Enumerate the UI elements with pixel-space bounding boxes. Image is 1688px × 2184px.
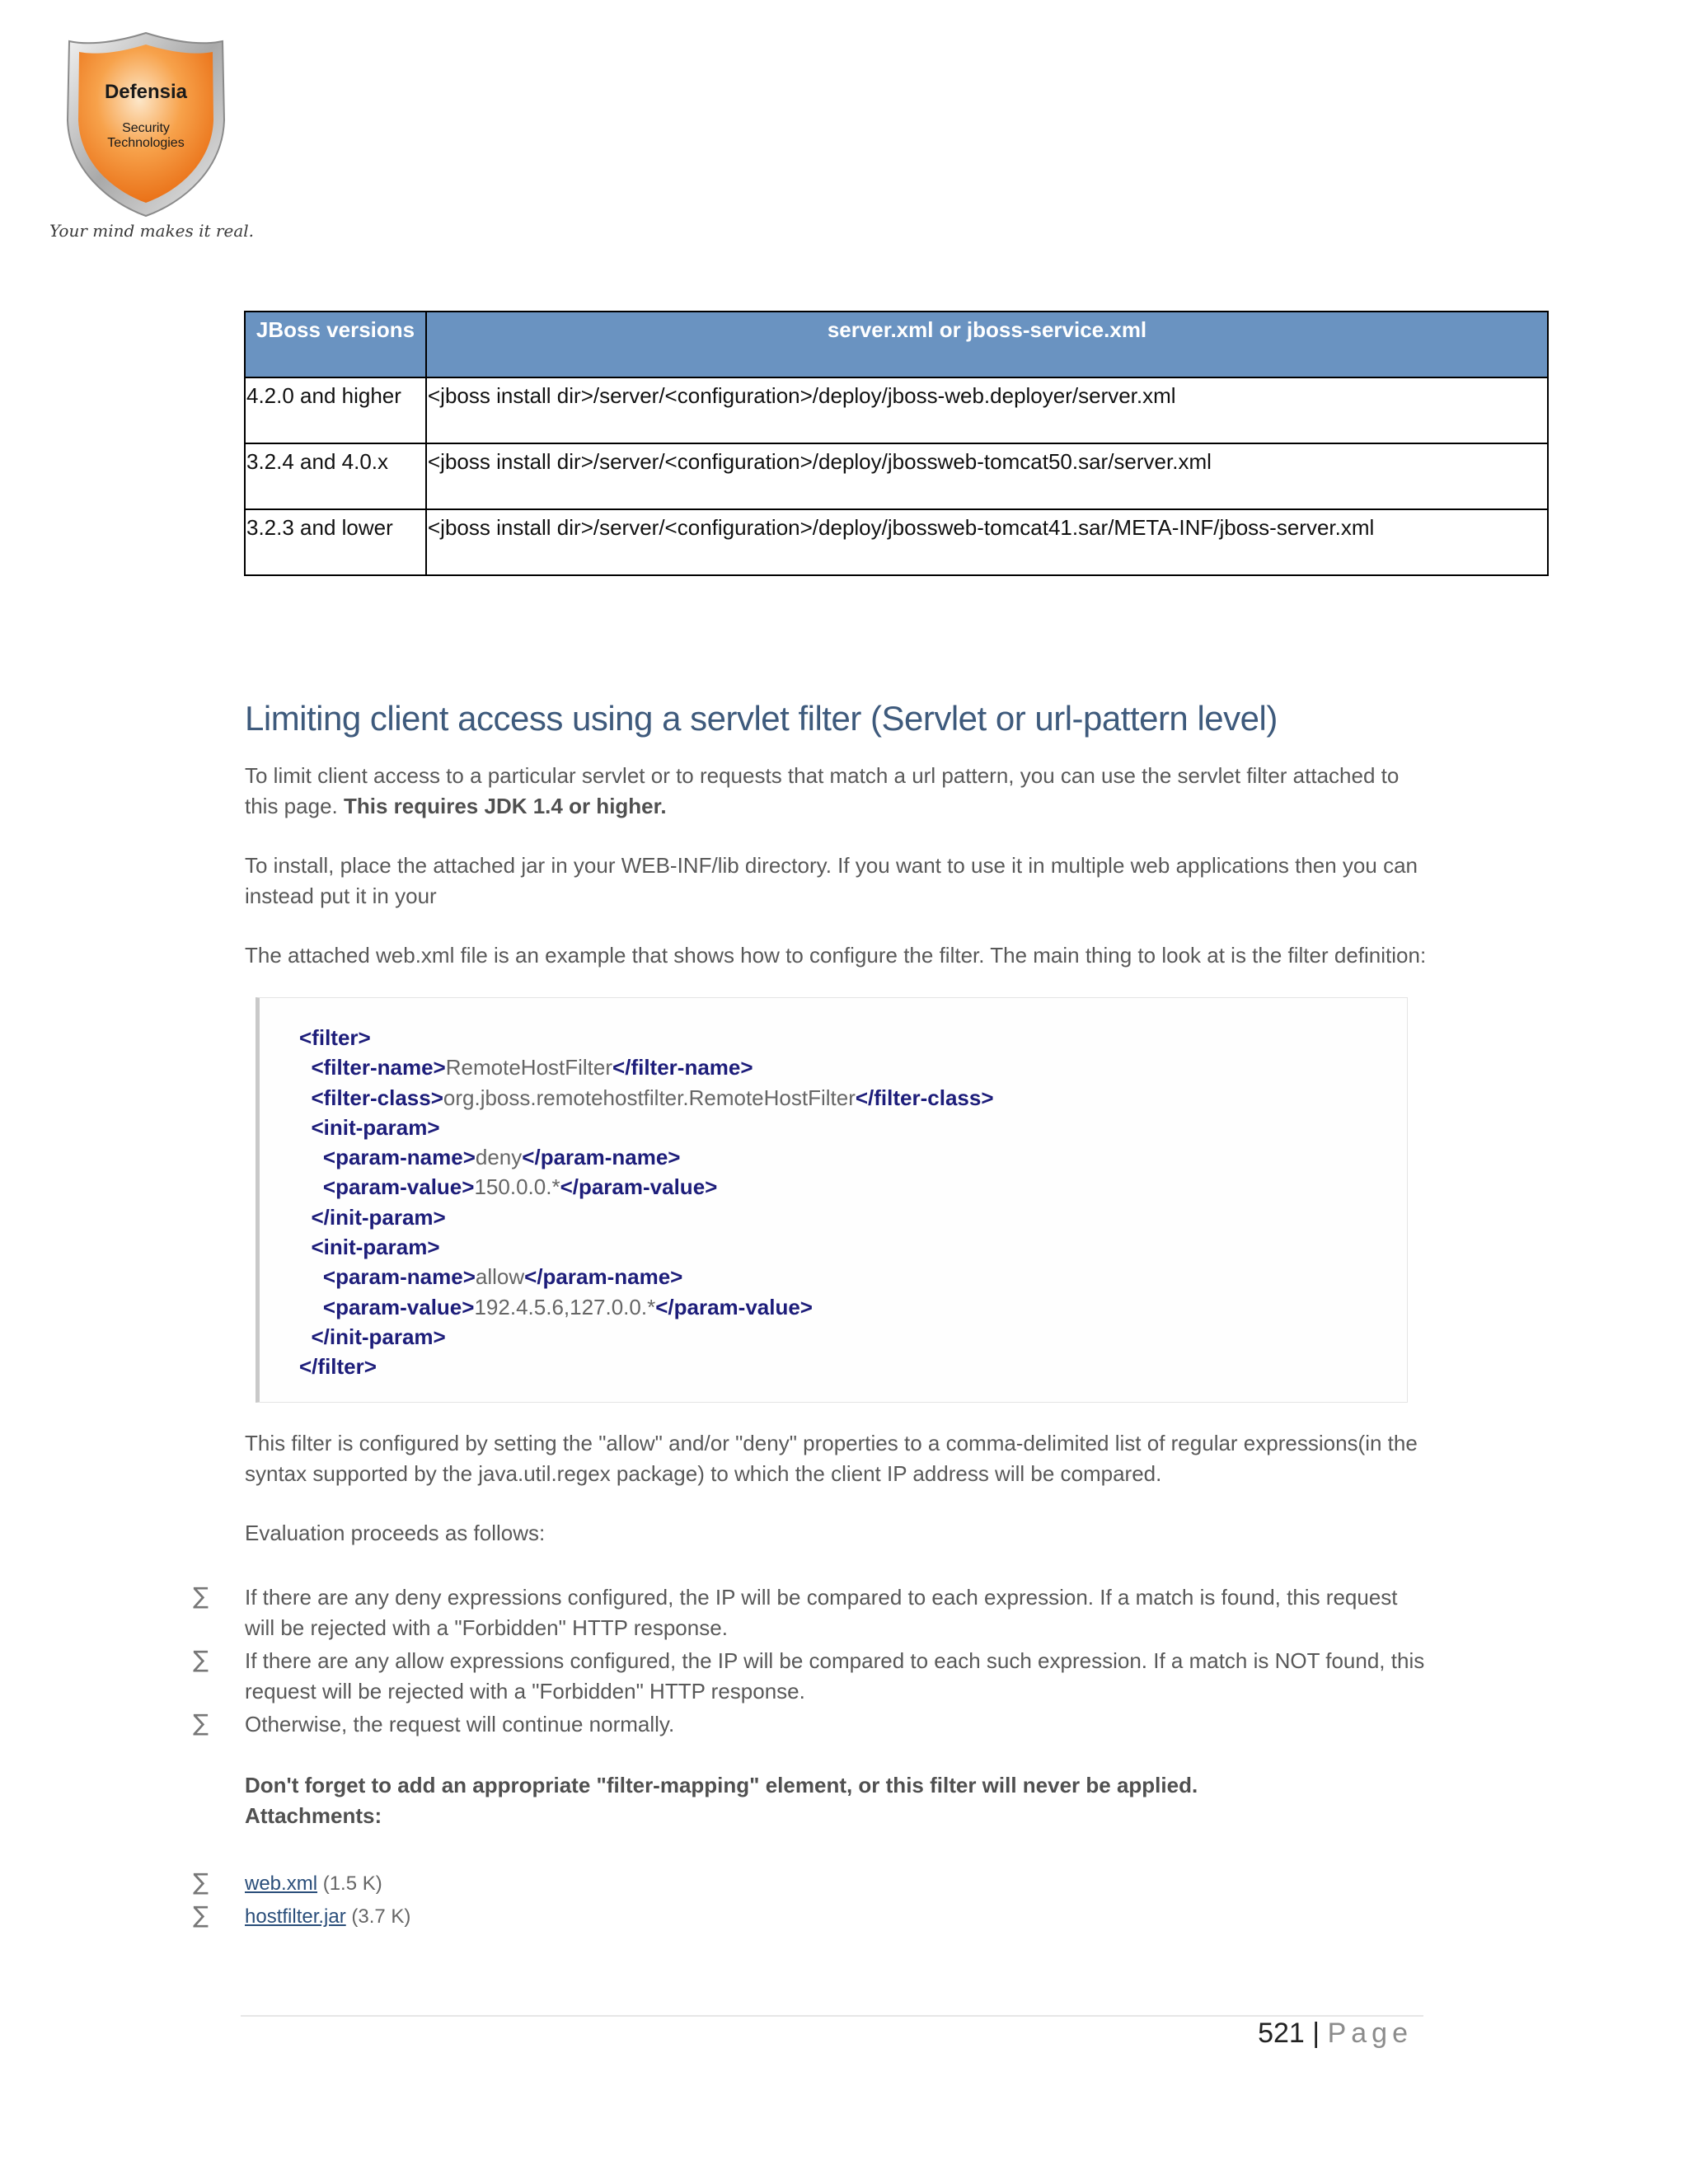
code-line: <param-name>allow</param-name> [322, 1264, 683, 1290]
logo-brand-text: Defensia [104, 81, 188, 103]
list-item: If there are any deny expressions configured, the IP will be compared to each expression. If a match is found, this request will be rejected with a "Forbidden" HTTP response. [245, 1585, 1398, 1640]
page-number [1258, 2018, 1413, 2050]
table-cell: 3.2.4 and 4.0.x [245, 443, 426, 509]
bullet-icon: ∑ [193, 1646, 209, 1673]
code-line: <init-param> [311, 1114, 440, 1140]
table-row [245, 377, 1548, 443]
bullet-icon: ∑ [193, 1582, 209, 1610]
code-line: <filter-class>org.jboss.remotehostfilter.RemoteHostFilter</filter-class> [311, 1085, 994, 1110]
note-text: Don't forget to add an appropriate "filter-mapping" element, or this filter will never be applied. [245, 1773, 1198, 1797]
table-cell: <jboss install dir>/server/<configuration>/deploy/jbossweb-tomcat41.sar/META-INF/jboss-server.xml [426, 509, 1548, 575]
code-block [256, 997, 1408, 1403]
page-number-value: 521 [1258, 2018, 1305, 2049]
code-line: <filter-name>RemoteHostFilter</filter-name> [311, 1055, 753, 1080]
install-paragraph: To install, place the attached jar in your WEB-INF/lib directory. If you want to use it in multiple web applications then you can instead put it in your [245, 853, 1418, 908]
section-heading: Limiting client access using a servlet filter (Servlet or url-pattern level) [245, 699, 1278, 738]
table-header-cell: server.xml or jboss-service.xml [426, 312, 1548, 377]
table-cell: 3.2.3 and lower [245, 509, 426, 575]
code-line: </filter> [299, 1354, 377, 1380]
table-row [245, 443, 1548, 509]
table-header-row [245, 312, 1548, 377]
logo-subtitle-line2: Technologies [107, 136, 185, 150]
intro-paragraph [245, 761, 1432, 822]
attachment-size: (1.5 K) [322, 1872, 382, 1895]
list-item: Otherwise, the request will continue normally. [245, 1712, 675, 1736]
table-header-cell: JBoss versions [245, 312, 426, 377]
table-cell: 4.2.0 and higher [245, 377, 426, 443]
bullet-icon: ∑ [193, 1868, 209, 1896]
code-line: <param-value>150.0.0.*</param-value> [322, 1174, 718, 1200]
bullet-icon: ∑ [193, 1709, 209, 1736]
attachment-item [245, 1901, 1432, 1932]
code-line: </init-param> [311, 1324, 446, 1349]
list-item: If there are any allow expressions configured, the IP will be compared to each such expression. If a match is NOT found, this request will be rejected with a "Forbidden" HTTP response. [245, 1648, 1425, 1704]
filter-mapping-note [245, 1770, 1432, 1831]
table-cell: <jboss install dir>/server/<configuration>/deploy/jboss-web.deployer/server.xml [426, 377, 1548, 443]
code-line: <filter> [299, 1025, 371, 1050]
company-logo [49, 30, 255, 256]
table-cell: <jboss install dir>/server/<configuration>/deploy/jbossweb-tomcat50.sar/server.xml [426, 443, 1548, 509]
jboss-versions-table [244, 311, 1549, 576]
code-line: <init-param> [311, 1235, 440, 1260]
evaluation-intro: Evaluation proceeds as follows: [245, 1521, 546, 1545]
page-label: Page [1327, 2018, 1413, 2049]
jdk-requirement: This requires JDK 1.4 or higher. [343, 794, 667, 818]
attachments-label: Attachments: [245, 1803, 382, 1828]
filter-description-paragraph: This filter is configured by setting the "allow" and/or "deny" properties to a comma-delimited list of regular expressions(in the syntax supported by the java.util.regex package) to which the client IP address will be compared. [245, 1431, 1418, 1486]
code-line: </init-param> [311, 1204, 446, 1230]
intro-text: To limit client access to a particular servlet or to requests that match a url pattern, you can use the servlet filter attached to this page. [245, 763, 1400, 818]
attachment-size: (3.7 K) [351, 1905, 411, 1928]
logo-subtitle [51, 121, 241, 151]
attachment-item [245, 1868, 1432, 1899]
table-row [245, 509, 1548, 575]
code-line: <param-value>192.4.5.6,127.0.0.*</param-value> [322, 1294, 813, 1319]
attachment-link-hostfilter-jar[interactable]: hostfilter.jar [245, 1905, 346, 1928]
logo-tagline: Your mind makes it real. [49, 221, 255, 241]
code-line: <param-name>deny</param-name> [322, 1145, 681, 1170]
bullet-icon: ∑ [193, 1901, 209, 1929]
attachment-link-web-xml[interactable]: web.xml [245, 1872, 318, 1895]
footer-divider [241, 2015, 1423, 2017]
logo-subtitle-line1: Security [122, 121, 170, 135]
config-paragraph: The attached web.xml file is an example that shows how to configure the filter. The main thing to look at is the filter definition: [245, 943, 1427, 968]
page-separator: | [1312, 2018, 1320, 2049]
